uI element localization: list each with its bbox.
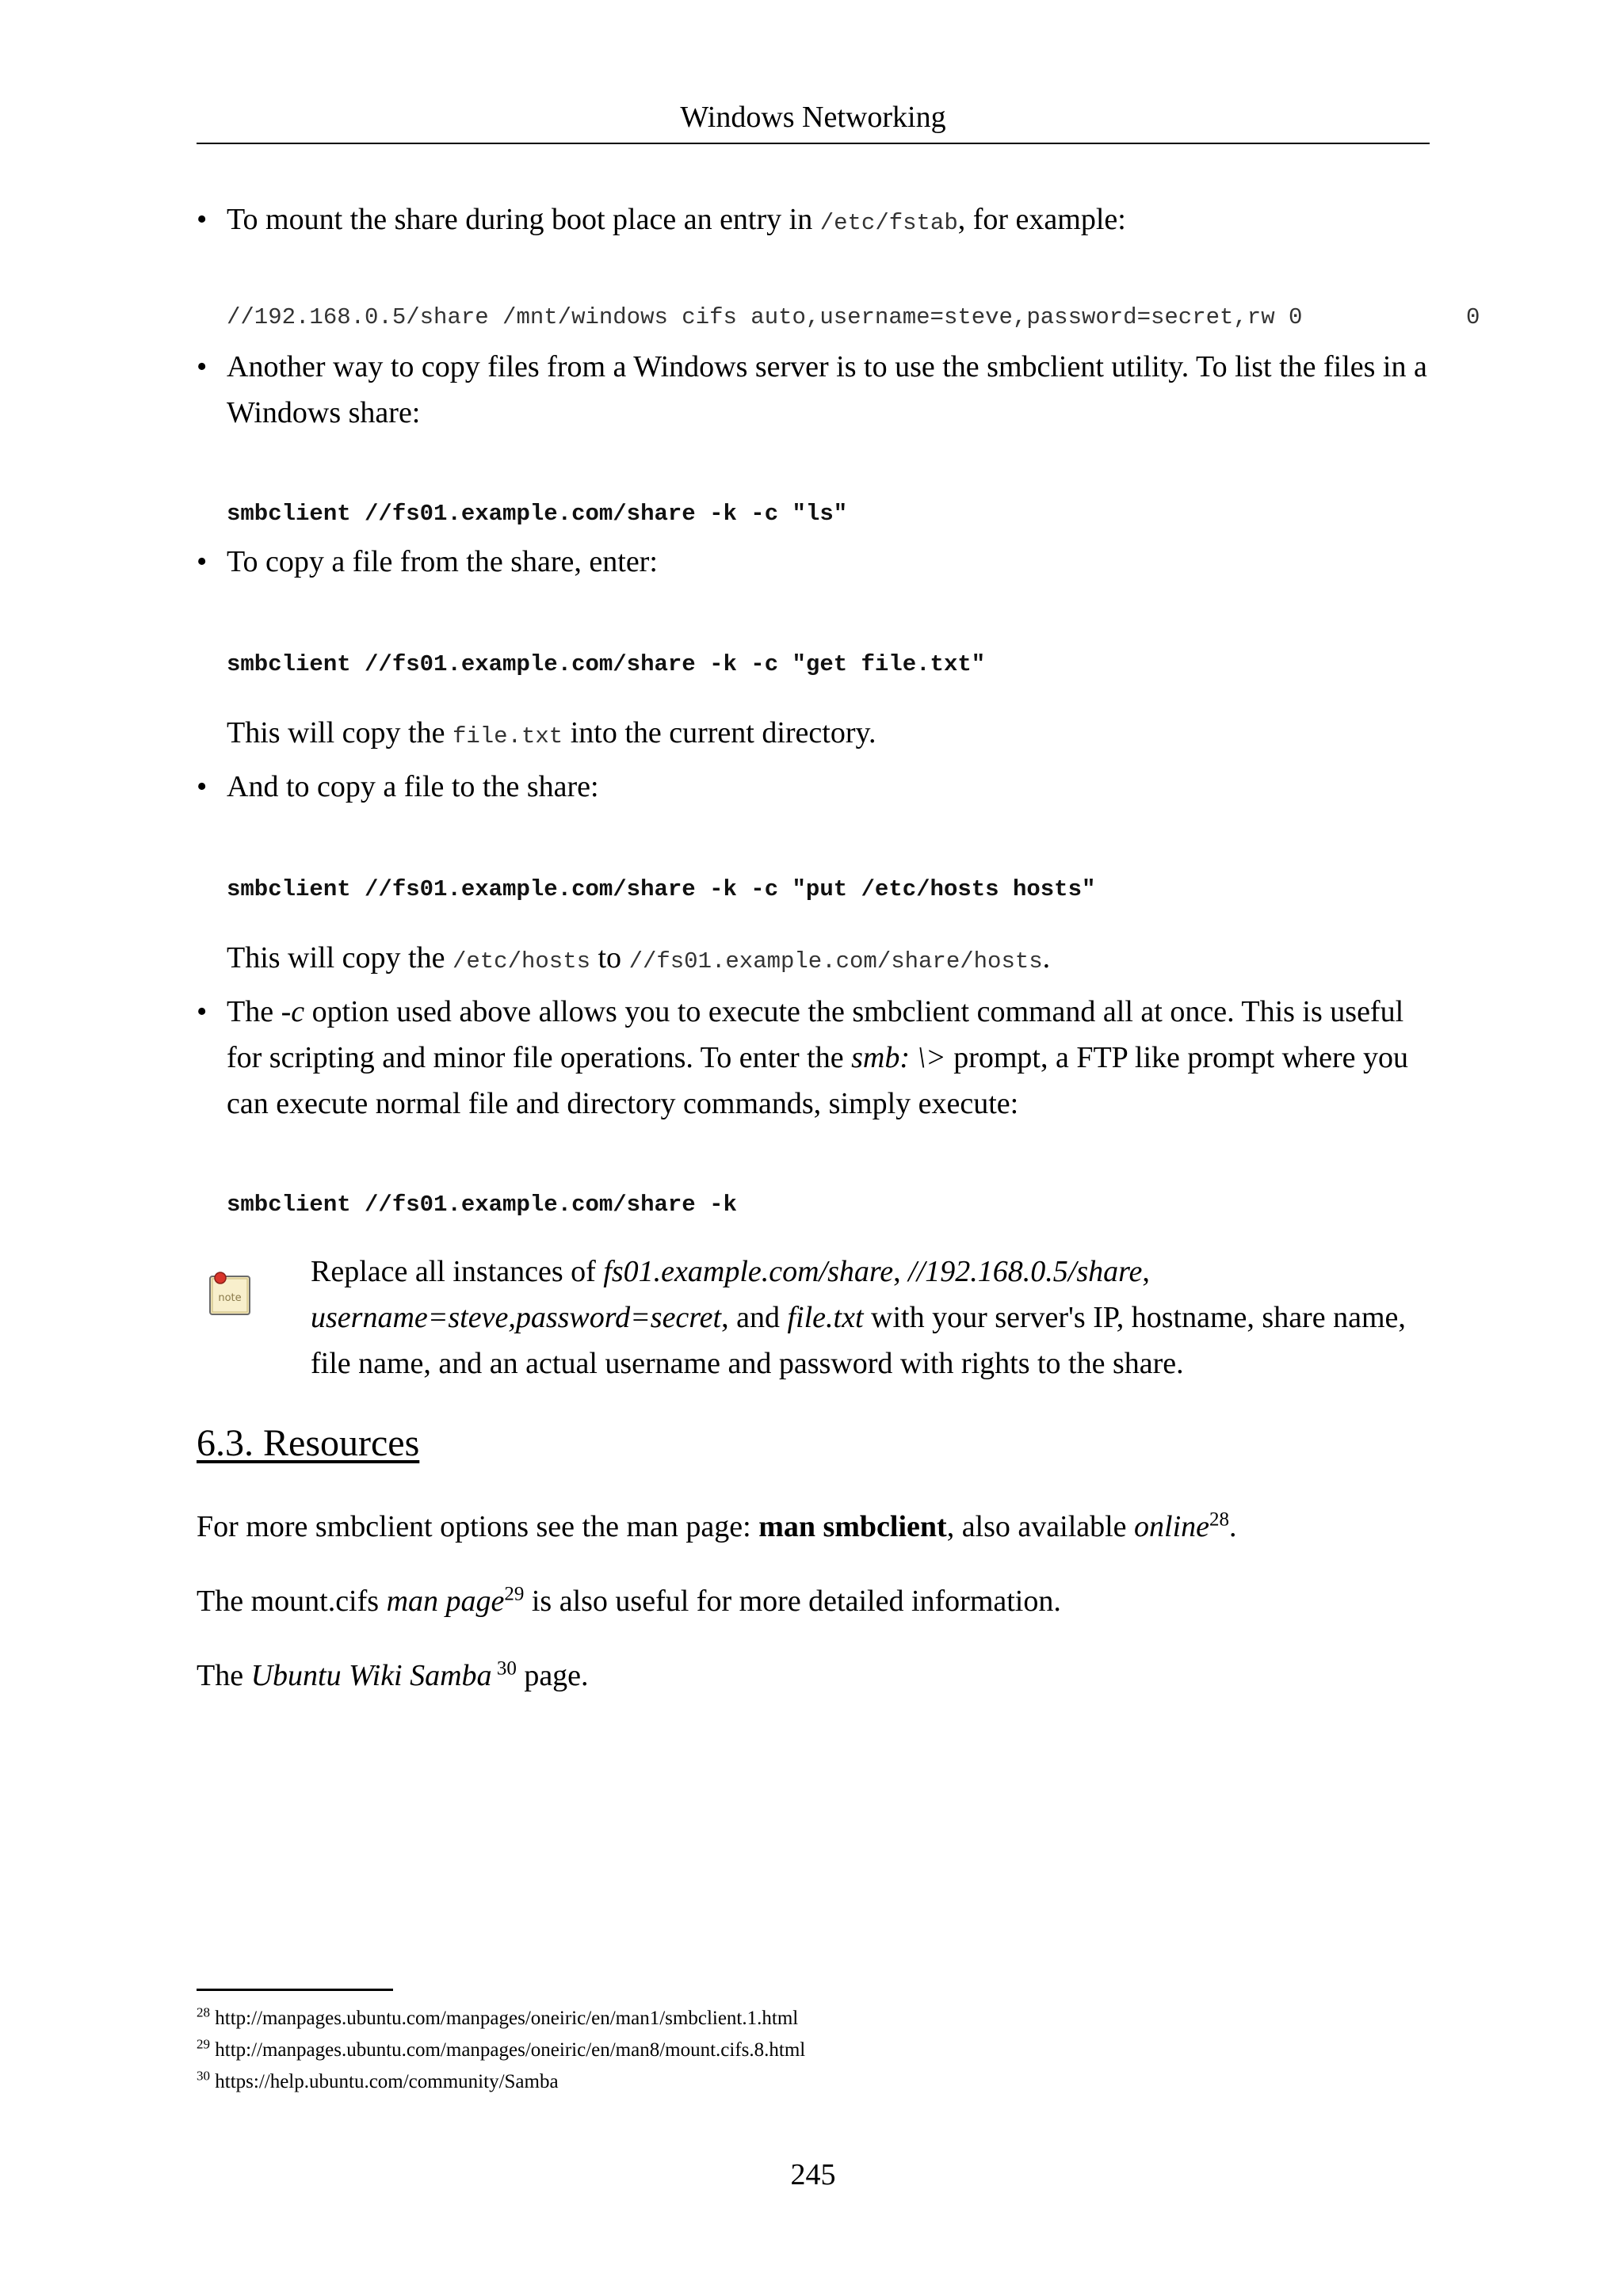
page-number: 245 (790, 2158, 836, 2191)
p2-text-a: The mount.cifs (197, 1585, 387, 1618)
smb-prompt: smb: \> (851, 1041, 946, 1074)
man-command: man smbclient (758, 1510, 947, 1543)
cmd-put: smbclient //fs01.example.com/share -k -c "put /etc/hosts hosts" (227, 876, 1096, 902)
fstab-path: /etc/fstab (819, 210, 958, 236)
footnote-number: 28 (197, 2004, 210, 2020)
c-option-text-3: prompt, a FTP like prompt where you can execute normal file and directory commands, simply execute: (227, 1041, 1408, 1120)
get-result-text-2: into the current directory. (563, 716, 876, 749)
copy-to-intro: And to copy a file to the share: (227, 770, 599, 803)
fstab-entry: //192.168.0.5/share /mnt/windows cifs auto,username=steve,password=secret,rw 0 (227, 304, 1303, 330)
bullet-marker: • (197, 350, 208, 383)
get-result-file: file.txt (452, 723, 563, 749)
bullet-marker: • (197, 995, 208, 1028)
footnote-url[interactable]: https://help.ubuntu.com/community/Samba (215, 2071, 559, 2092)
note-ip-share: //192.168.0.5/share (908, 1255, 1143, 1288)
resources-paragraph-3 (197, 1653, 1433, 1699)
copy-from-intro: To copy a file from the share, enter: (227, 545, 658, 578)
p1-text-c: . (1229, 1510, 1237, 1543)
footnote-ref-30: 30 (491, 1657, 517, 1680)
bullet-marker: • (197, 203, 208, 236)
note-icon-label: note (218, 1292, 242, 1304)
get-result (227, 710, 1431, 760)
man-page-link[interactable]: man page (386, 1585, 505, 1618)
note-text-3: , (1142, 1255, 1150, 1288)
cmd-get: smbclient //fs01.example.com/share -k -c "get file.txt" (227, 651, 986, 677)
c-option-text-1: The (227, 995, 281, 1028)
footnote-number: 30 (197, 2068, 210, 2084)
running-header: Windows Networking (680, 101, 946, 134)
resources-paragraph-1 (197, 1504, 1433, 1550)
note-text-1: Replace all instances of (311, 1255, 604, 1288)
note-credentials: username=steve,password=secret (311, 1301, 722, 1334)
p1-text-b: , also available (946, 1510, 1135, 1543)
put-result-dest: //fs01.example.com/share/hosts (628, 948, 1043, 974)
note-icon (208, 1271, 252, 1317)
footnote-30 (197, 2066, 559, 2098)
p3-text-b: page. (516, 1659, 589, 1692)
c-option-text-2: option used above allows you to execute the smbclient command all at once. This is useful for scripting and minor file operations. To enter the (227, 995, 1404, 1074)
header-rule (197, 143, 1430, 144)
note-text-2: , (893, 1255, 909, 1288)
cmd-ls: smbclient //fs01.example.com/share -k -c "ls" (227, 501, 848, 527)
c-option-flag: -c (281, 995, 305, 1028)
note-share: fs01.example.com/share (603, 1255, 894, 1288)
cmd-interactive: smbclient //fs01.example.com/share -k (227, 1192, 737, 1218)
smbclient-intro: Another way to copy files from a Windows server is to use the smbclient utility. To list the files in a Windows share: (227, 350, 1427, 429)
note-text-5: with your server's IP, hostname, share name, file name, and an actual username and password with rights to the share. (311, 1301, 1406, 1380)
resources-paragraph-2 (197, 1578, 1433, 1624)
section-heading: 6.3. Resources (197, 1422, 420, 1464)
fstab-text-2: , for example: (957, 203, 1126, 236)
put-result-text-2: to (590, 941, 629, 974)
put-result-src: /etc/hosts (452, 948, 590, 974)
put-result (227, 935, 1431, 985)
footnote-url[interactable]: http://manpages.ubuntu.com/manpages/oneiric/en/man8/mount.cifs.8.html (215, 2039, 806, 2061)
footnote-url[interactable]: http://manpages.ubuntu.com/manpages/oneiric/en/man1/smbclient.1.html (215, 2008, 799, 2029)
fstab-paragraph (227, 196, 1431, 246)
footnote-28 (197, 2003, 798, 2035)
footnote-ref-28: 28 (1209, 1508, 1230, 1531)
bullet-marker: • (197, 545, 208, 578)
note-text-4: , and (721, 1301, 788, 1334)
p2-text-b: is also useful for more detailed information. (524, 1585, 1061, 1618)
get-result-text-1: This will copy the (227, 716, 453, 749)
fstab-entry-tail: 0 (1466, 304, 1480, 330)
footnote-29 (197, 2035, 805, 2066)
put-result-text-1: This will copy the (227, 941, 453, 974)
p3-text-a: The (197, 1659, 251, 1692)
footnote-rule (197, 1989, 393, 1991)
footnote-number: 29 (197, 2036, 210, 2052)
c-option-paragraph (227, 989, 1431, 1127)
p1-text-a: For more smbclient options see the man page: (197, 1510, 759, 1543)
footnote-ref-29: 29 (504, 1583, 525, 1605)
note-file: file.txt (787, 1301, 864, 1334)
note-text (311, 1249, 1436, 1386)
online-link[interactable]: online (1134, 1510, 1210, 1543)
bullet-marker: • (197, 770, 208, 803)
put-result-text-3: . (1042, 941, 1051, 974)
fstab-text-1: To mount the share during boot place an entry in (227, 203, 820, 236)
ubuntu-wiki-link[interactable]: Ubuntu Wiki Samba (250, 1659, 492, 1692)
